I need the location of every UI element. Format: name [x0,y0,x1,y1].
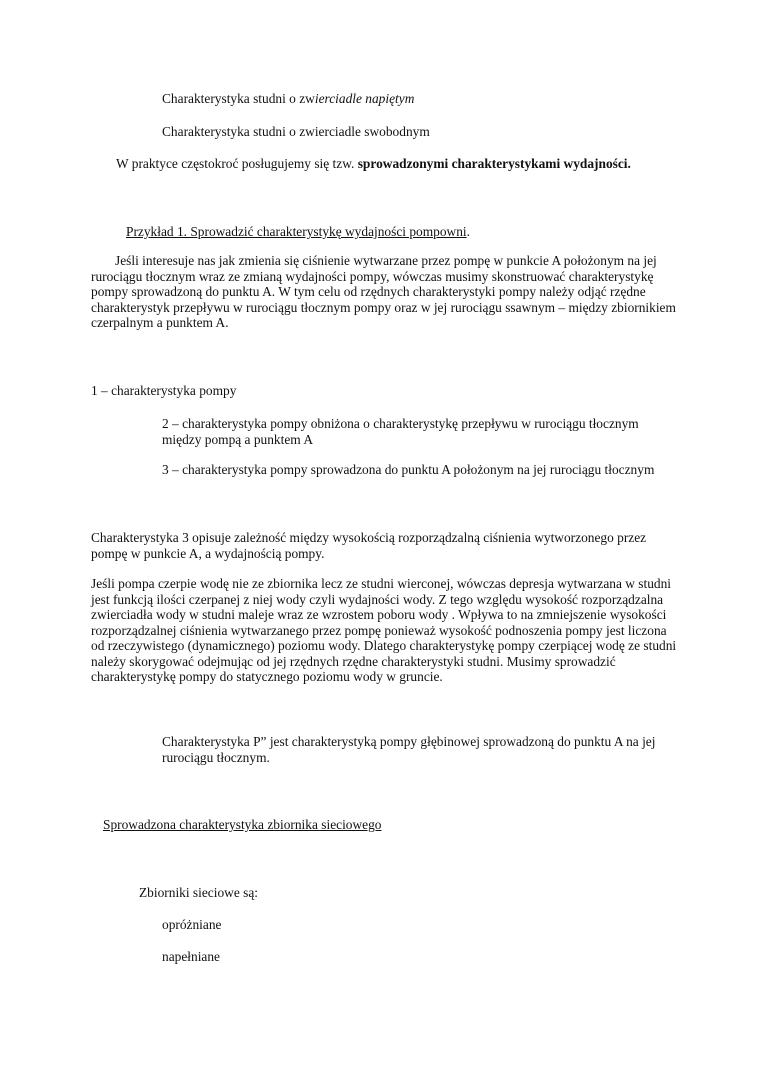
legend-item-1: 1 – charakterystyka pompy [91,383,237,398]
example-paragraph: Jeśli interesuje nas jak zmienia się ciśnienie wytwarzane przez pompę w punkcie A położonym na jej rurociągu tłocznym wraz ze zmianą wydajności pompy, wówczas musimy skonstruować charakterystykę pompy sprowadzoną do punktu A. W tym celu od rzędnych charakterystyki pompy należy odjąć rzędne charakterystyk przepływu w rurociągu tłocznym pompy oraz w jej rurociągu ssawnym – między zbiornikiem czerpalnym a punktem A. [91,253,676,330]
practice-bold-term: sprowadzonymi charakterystykami wydajności. [357,156,631,171]
legend-item-2: 2 – charakterystyka pompy obniżona o charakterystykę przepływu w rurociągu tłocznym między pompą a punktem A [162,416,639,447]
example-heading [126,224,470,240]
well-pump-paragraph: Jeśli pompa czerpie wodę nie ze zbiornika lecz ze studni wierconej, wówczas depresja wytwarzana w studni jest funkcją ilości czerpanej z niej wody czyli wydajności wody. Z tego względu wysokość rozporządzalna zwierciadła wody w studni maleje wraz ze wzrostem poboru wody . Wpływa to na zmniejszenie wysokości rozporządzalnej ciśnienia wytwarzanego przez pompę ponieważ wysokość podnoszenia pompy jest liczona od rzeczywistego (dynamicznego) poziomu wody. Dlatego charakterystykę pompy czerpiącej wodę ze studni należy skorygować odejmując od jej rzędnych rzędne charakterystyki studni. Musimy sprowadzić charakterystykę pompy do statycznego poziomu wody w gruncie. [91,576,677,684]
tank-heading: Sprowadzona charakterystyka zbiornika sieciowego [103,817,382,832]
tank-item-emptied: opróżniane [162,917,222,932]
practice-sentence [116,156,631,172]
legend-item-3: 3 – charakterystyka pompy sprowadzona do punktu A położonym na jej rurociągu tłocznym [162,462,655,477]
tank-item-filled: napełniane [162,949,220,964]
deep-well-pump-paragraph: Charakterystyka P” jest charakterystyką pompy głębinowej sprowadzoną do punktu A na jej rurociągu tłocznym. [162,734,656,765]
well-confined-italic: ierciadle napiętym [314,91,415,106]
characteristic-3-paragraph: Charakterystyka 3 opisuje zależność między wysokością rozporządzalną ciśnienia wytworzonego przez pompę w punkcie A, a wydajnością pompy. [91,530,647,561]
well-free-surface-line: Charakterystyka studni o zwierciadle swobodnym [162,124,430,139]
example-heading-text: Przykład 1. Sprowadzić charakterystykę wydajności pompowni [126,224,467,239]
practice-text: W praktyce częstokroć posługujemy się tzw. [116,156,355,171]
well-confined-line [162,91,414,107]
tank-intro: Zbiorniki sieciowe są: [139,885,258,900]
example-heading-period: . [466,224,470,239]
well-confined-text: Charakterystyka studni o zw [162,91,315,106]
